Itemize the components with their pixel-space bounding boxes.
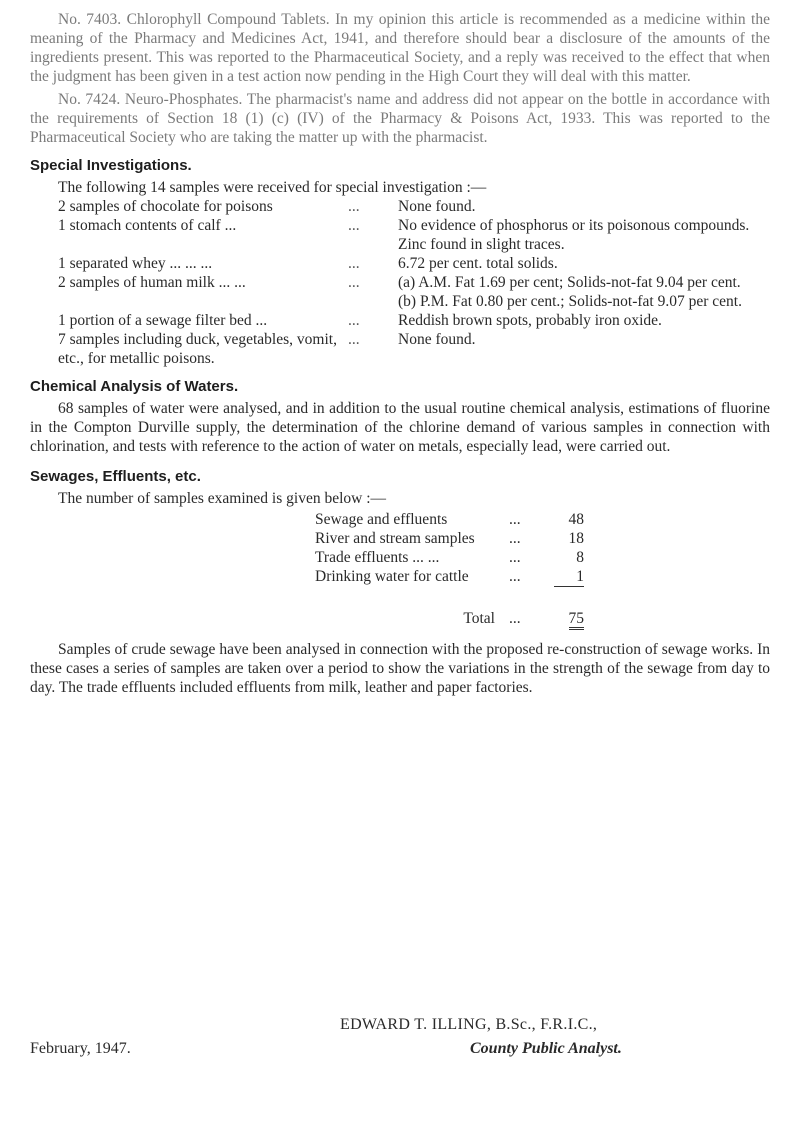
leader-dots: ... [348,255,360,272]
leader-dots: ... [509,530,521,547]
table-row [30,311,770,330]
report-date: February, 1947. [30,1040,131,1057]
table-row [315,567,584,587]
sample-type: River and stream samples [315,530,475,547]
table-row [30,273,770,311]
sample-result: None found. [398,331,476,348]
sample-result: (a) A.M. Fat 1.69 per cent; Solids-not-fat 9.04 per cent. (b) P.M. Fat 0.80 per cent.; Solids-not-fat 9.07 per cent. [398,274,742,310]
sample-result: Reddish brown spots, probably iron oxide. [398,312,662,329]
waters-text: 68 samples of water were analysed, and in addition to the usual routine chemical analysis, estimations of fluorine in the Compton Durville supply, the determination of the chlorine demand of various samples in connection with chlorination, and tests with reference to the action of water on metals, especially lead, were carried out. [30,400,770,455]
sample-item: 2 samples of human milk ... ... [58,274,246,291]
table-row [315,548,584,567]
total-label: Total [463,609,495,627]
leader-dots: ... [509,568,521,586]
sample-item: 2 samples of chocolate for poisons [58,198,273,215]
sewages-table [315,510,584,628]
leader-dots: ... [348,331,360,348]
total-value: 75 [569,610,585,630]
total-row [315,587,584,629]
sample-result: No evidence of phosphorus or its poisonous compounds. Zinc found in slight traces. [398,217,750,253]
total-cell [554,587,584,629]
analyst-title: County Public Analyst. [470,1040,622,1057]
sample-count: 18 [568,530,584,547]
special-investigations-intro: The following 14 samples were received for special investigation :— [58,179,487,196]
special-investigations-table [30,197,770,368]
sewages-text: Samples of crude sewage have been analysed in connection with the proposed re-construction of sewage works. In these cases a series of samples are taken over a period to show the variations in the strength of the sewage from day to day. The trade effluents included effluents from milk, leather and paper factories. [30,641,770,696]
leader-dots: ... [509,549,521,566]
analyst-name: EDWARD T. ILLING, B.Sc., F.R.I.C., [340,1016,598,1033]
sample-result: None found. [398,198,476,215]
sample-item: 1 portion of a sewage filter bed ... [58,312,268,329]
leader-dots: ... [509,609,521,627]
sewages-heading: Sewages, Effluents, etc. [30,468,201,485]
sample-type: Drinking water for cattle [315,568,469,586]
table-row [30,197,770,216]
paragraph-no-7403: No. 7403. Chlorophyll Compound Tablets. In my opinion this article is recommended as a medicine within the meaning of the Pharmacy and Medicines Act, 1941, and therefore should bear a disclosure of the amounts of the ingredients present. This was reported to the Pharmaceutical Society, and a reply was received to the effect that when the judgment has been given in a test action now pending in the High Court they will deal with this matter. [30,11,770,85]
special-investigations-heading: Special Investigations. [30,157,192,174]
table-row [30,254,770,273]
leader-dots: ... [348,274,360,291]
sample-item: 1 separated whey ... ... ... [58,255,213,272]
paragraph-no-7424: No. 7424. Neuro-Phosphates. The pharmacist's name and address did not appear on the bottle in accordance with the requirements of Section 18 (1) (c) (IV) of the Pharmacy & Poisons Act, 1933. This was reported to the Pharmaceutical Society who are taking the matter up with the pharmacist. [30,91,770,146]
report-page [30,10,770,697]
table-row [30,330,770,368]
table-row [315,510,584,529]
table-row [30,216,770,254]
sample-result: 6.72 per cent. total solids. [398,255,558,272]
signature-block [30,1016,770,1076]
waters-heading: Chemical Analysis of Waters. [30,378,239,395]
sample-count: 1 [576,568,584,585]
leader-dots: ... [348,217,360,234]
leader-dots: ... [509,511,521,528]
sample-item: 1 stomach contents of calf ... [58,217,237,234]
table-row [315,529,584,548]
sample-count: 8 [576,549,584,566]
leader-dots: ... [348,198,360,215]
sample-type: Sewage and effluents [315,511,448,528]
sample-count: 48 [568,511,584,528]
sewages-intro: The number of samples examined is given below :— [58,490,387,507]
sample-item: 7 samples including duck, vegetables, vomit, etc., for metallic poisons. [58,331,337,367]
leader-dots: ... [348,312,360,329]
sample-type: Trade effluents ... ... [315,549,440,566]
